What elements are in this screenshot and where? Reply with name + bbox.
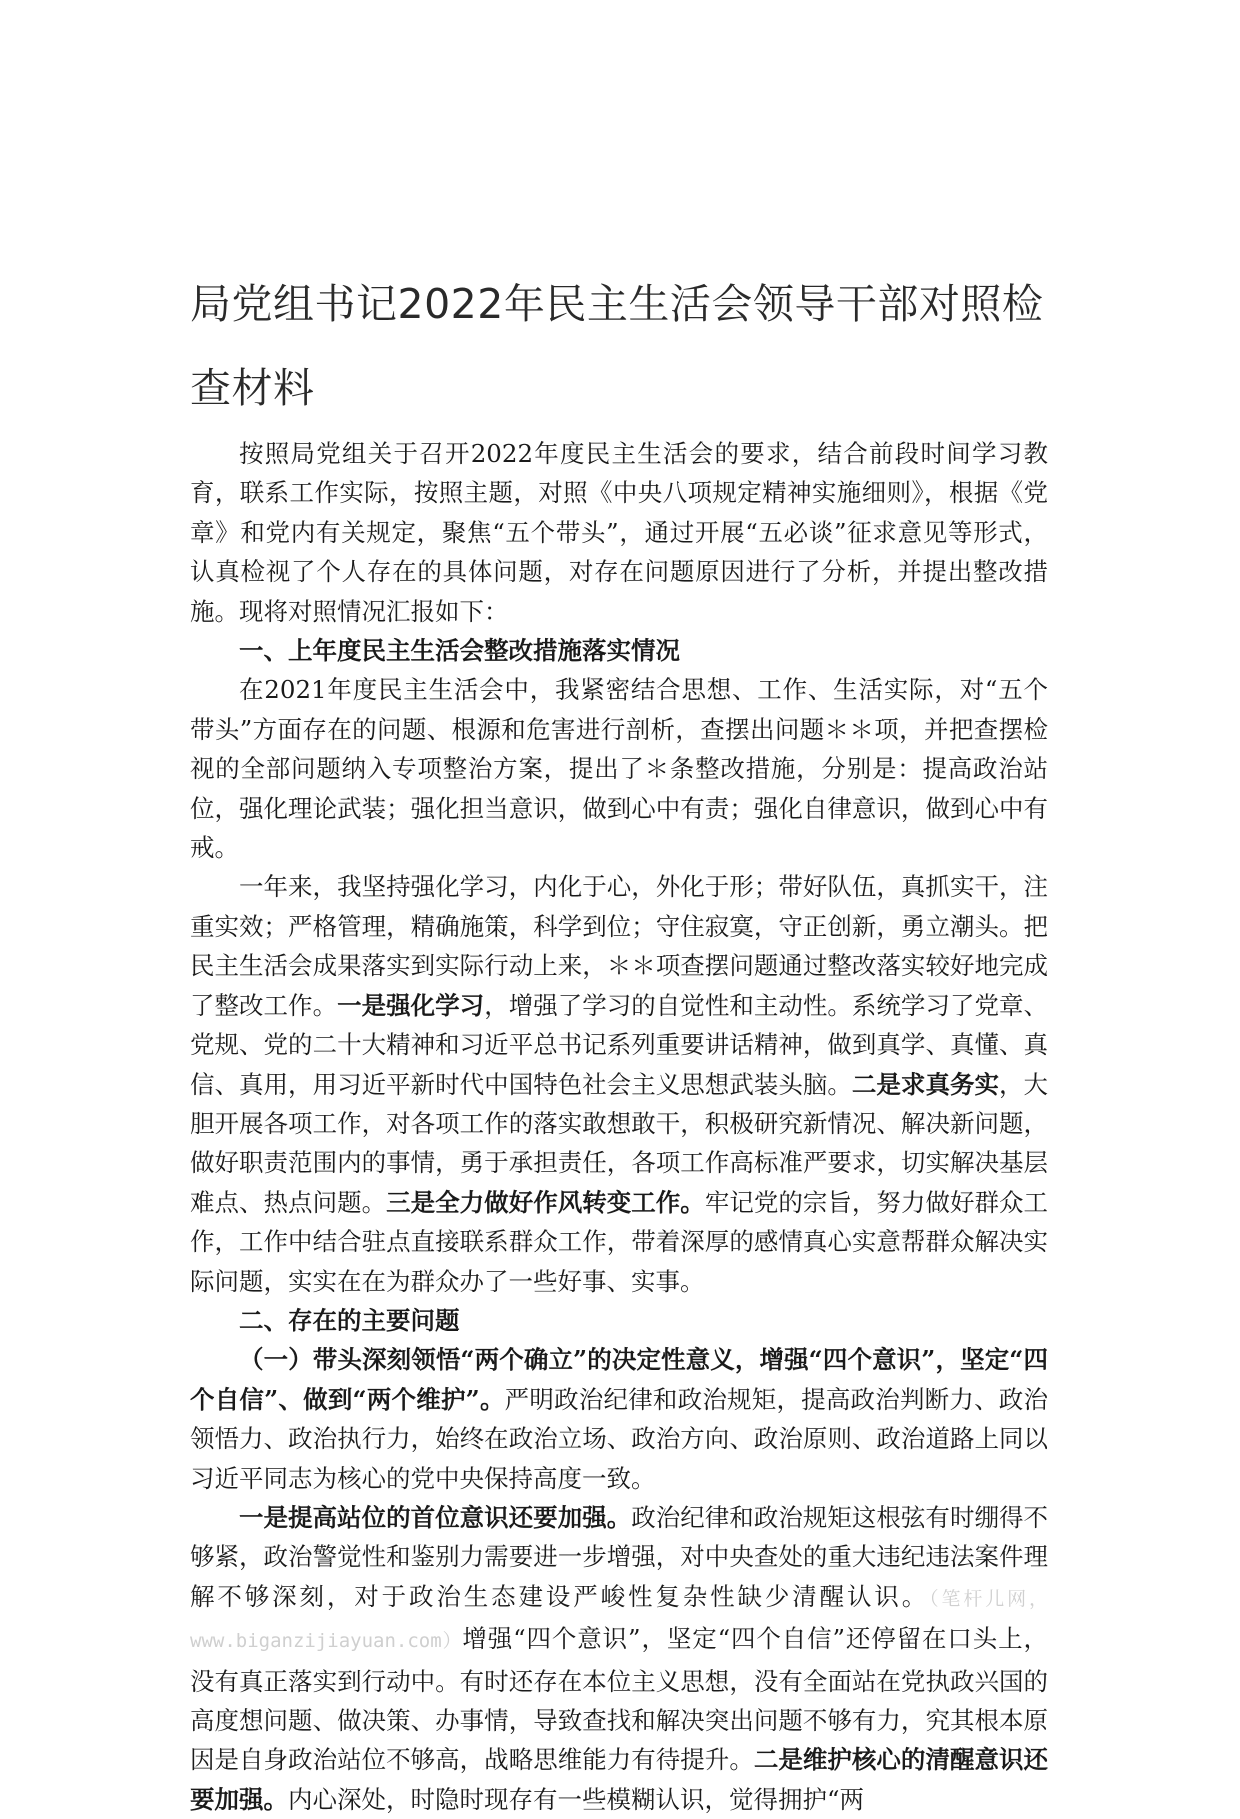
body-paragraph	[190, 670, 1048, 867]
bold-run: 二是维护核心的清醒意识还要加强。	[190, 1745, 1049, 1814]
body-paragraph	[190, 867, 1048, 1300]
text-run: 在2021年度民主生活会中，我紧密结合思想、工作、生活实际，对“五个带头”方面存在的问题、根源和危害进行剖析，查摆出问题＊＊项，并把查摆检视的全部问题纳入专项整治方案，提出了＊条整改措施，分别是：提高政治站位，强化理论武装；强化担当意识，做到心中有责；强化自律意识，做到心中有戒。	[190, 675, 1048, 863]
text-run: 内心深处，时隐时现存有一些模糊认识，觉得拥护“两	[288, 1784, 865, 1814]
text-run: ，增强了学习的自觉性和主动性。系统学习了党章、党规、党的二十大精神和习近平总书记系列重要讲话精神，做到真学、真懂、真信、真用，用习近平新时代中国特色社会主义思想武装头脑。	[190, 990, 1049, 1099]
bold-run: 一、上年度民主生活会整改措施落实情况	[239, 636, 680, 666]
text-run: 牢记党的宗旨，努力做好群众工作，工作中结合驻点直接联系群众工作，带着深厚的感情真心实意帮群众解决实际问题，实实在在为群众办了一些好事、实事。	[190, 1187, 1049, 1296]
bold-run: 二、存在的主要问题	[239, 1305, 460, 1335]
text-run: 严明政治纪律和政治规矩，提高政治判断力、政治领悟力、政治执行力，始终在政治立场、政治方向、政治原则、政治道路上同以习近平同志为核心的党中央保持高度一致。	[190, 1384, 1049, 1493]
text-run: 增强“四个意识”，坚定“四个自信”还停留在口头上，没有真正落实到行动中。有时还存在本位主义思想，没有全面站在党执政兴国的高度想问题、做决策、办事情，导致查找和解决突出问题不够有力，究其根本原因是自身政治站位不够高，战略思维能力有待提升。	[190, 1624, 1048, 1775]
text-run: 按照局党组关于召开2022年度民主生活会的要求，结合前段时间学习教育，联系工作实际，按照主题，对照《中央八项规定精神实施细则》，根据《党章》和党内有关规定，聚焦“五个带头”，通过开展“五必谈”征求意见等形式，认真检视了个人存在的具体问题，对存在问题原因进行了分析，并提出整改措施。现将对照情况汇报如下：	[190, 439, 1048, 626]
text-run: 一年来，我坚持强化学习，内化于心，外化于形；带好队伍，真抓实干，注重实效；严格管理，精确施策，科学到位；守住寂寞，守正创新，勇立潮头。把民主生活会成果落实到实际行动上来，＊＊项查摆问题通过整改落实较好地完成了整改工作。	[190, 872, 1048, 1020]
bold-run: 一是提高站位的首位意识还要加强。	[239, 1502, 632, 1532]
watermark-text: （笔杆儿网，www.biganzijiayuan.com）	[190, 1587, 1048, 1653]
body-paragraph	[190, 1498, 1048, 1819]
body-paragraph	[190, 1340, 1048, 1498]
text-run: 政治纪律和政治规矩这根弦有时绷得不够紧，政治警觉性和鉴别力需要进一步增强，对中央查处的重大违纪违法案件理解不够深刻，对于政治生态建设严峻性复杂性缺少清醒认识。	[190, 1502, 1048, 1611]
bold-run: （一）带头深刻领悟“两个确立”的决定性意义，增强“四个意识”，坚定“四个自信”、做到“两个维护”。	[190, 1345, 1048, 1414]
bold-run: 一是强化学习	[337, 990, 485, 1020]
body-paragraph	[190, 434, 1048, 631]
document-title: 局党组书记2022年民主生活会领导干部对照检查材料	[190, 280, 1044, 412]
bold-run: 三是全力做好作风转变工作。	[386, 1187, 705, 1217]
section-heading	[190, 631, 1048, 670]
section-heading	[190, 1301, 1048, 1340]
document-body	[190, 434, 1048, 1819]
bold-run: 二是求真务实	[851, 1069, 999, 1099]
text-run: ，大胆开展各项工作，对各项工作的落实敢想敢干，积极研究新情况、解决新问题，做好职责范围内的事情，勇于承担责任，各项工作高标准严要求，切实解决基层难点、热点问题。	[190, 1069, 1049, 1217]
